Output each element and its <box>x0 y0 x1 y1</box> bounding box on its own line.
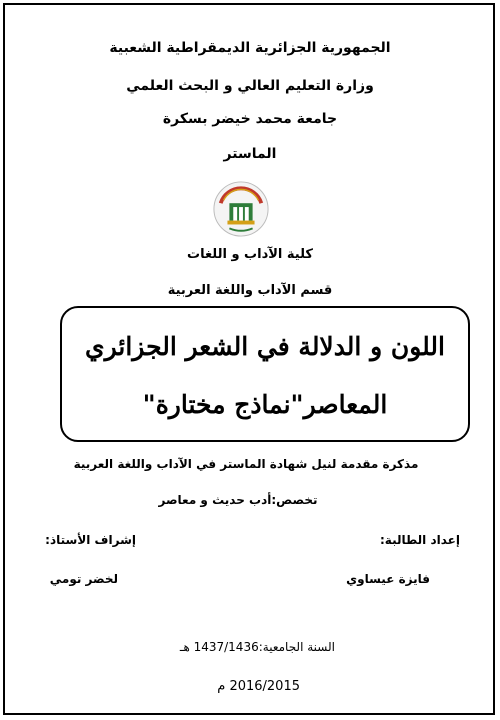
thesis-title-box <box>60 306 470 442</box>
specialty-line: تخصص:أدب حديث و معاصر <box>158 493 318 507</box>
faculty-line: كلية الآداب و اللغات <box>187 247 313 262</box>
university-logo <box>212 180 270 238</box>
thesis-title-line-1: اللون و الدلالة في الشعر الجزائري <box>85 332 445 361</box>
ministry-line: وزارة التعليم العالي و البحث العلمي <box>126 78 374 94</box>
supervisor-label: إشراف الأستاذ: <box>45 533 136 547</box>
student-label: إعداد الطالبة: <box>380 533 460 547</box>
supervisor-name: لخضر تومي <box>49 572 118 586</box>
academic-year-hijri: السنة الجامعية:1437/1436 هـ <box>179 640 335 654</box>
university-line: جامعة محمد خيضر بسكرة <box>162 111 338 127</box>
thesis-title-line-2: المعاصر"نماذج مختارة" <box>142 390 388 419</box>
department-line: قسم الآداب واللغة العربية <box>167 283 333 298</box>
student-name: فايزة عيساوي <box>346 572 430 586</box>
memo-line: مذكرة مقدمة لنيل شهادة الماستر في الآداب واللغة العربية <box>73 457 419 471</box>
academic-year-gregorian: 2016/2015 م <box>217 679 300 694</box>
degree-line: الماستر <box>223 146 277 162</box>
republic-line: الجمهورية الجزائرية الديمقراطية الشعبية <box>109 40 391 56</box>
